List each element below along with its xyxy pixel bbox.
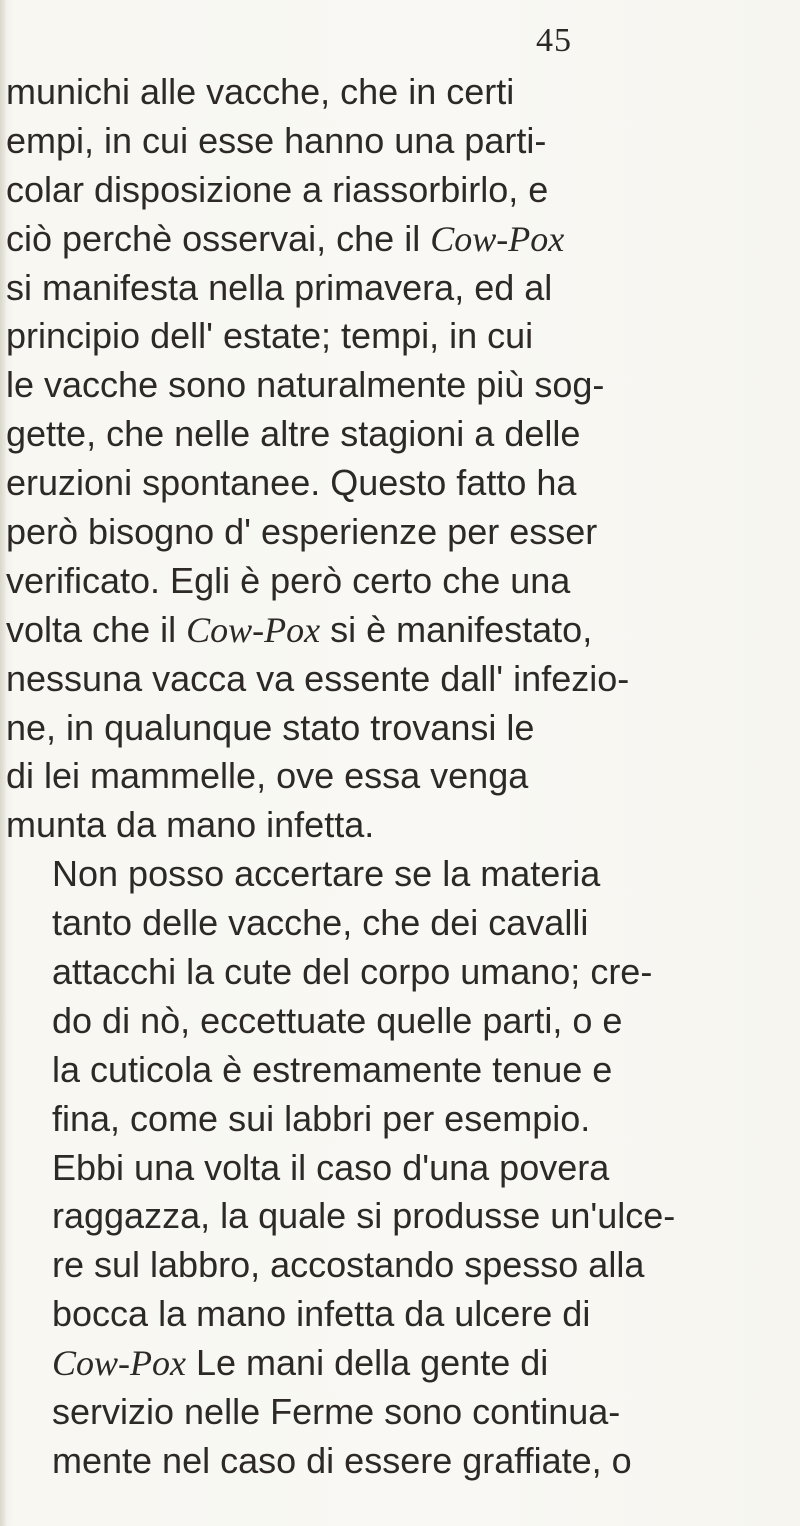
text-line-content: munichi alle vacche, che in certi (6, 71, 515, 112)
text-line-content: verificato. Egli è però certo che una (6, 559, 571, 601)
text-line (6, 801, 786, 850)
text-line-continuation: si è manifestato, (320, 608, 593, 650)
text-line (6, 68, 786, 117)
text-line-content: colar disposizione a riassorbirlo, e (6, 168, 549, 210)
text-line-content: bocca la mano infetta da ulcere di (52, 1293, 591, 1335)
text-line-content: la cuticola è estremamente tenue e (52, 1048, 613, 1090)
text-line-content: munta da mano infetta. (6, 804, 375, 846)
text-line (6, 752, 786, 801)
text-line-content: empi, in cui esse hanno una parti- (6, 119, 547, 161)
text-line (6, 264, 786, 313)
text-line-content: le vacche sono naturalmente più sog- (6, 364, 605, 406)
text-line-content: raggazza, la quale si produsse un'ulce- (52, 1195, 676, 1237)
text-line-content: nessuna vacca va essente dall' infezio- (6, 657, 630, 699)
text-line (6, 410, 786, 459)
text-line (6, 508, 786, 557)
text-line (6, 1339, 786, 1388)
text-line (6, 1437, 786, 1486)
text-line (6, 1095, 786, 1144)
text-line-content: Ebbi una volta il caso d'una povera (52, 1146, 610, 1188)
text-line (6, 1388, 786, 1437)
text-line (6, 655, 786, 704)
text-line-continuation: Le mani della gente di (185, 1342, 549, 1384)
text-line-content: di lei mammelle, ove essa venga (6, 755, 529, 797)
text-line (6, 312, 786, 361)
text-line-content: fina, come sui labbri per esempio. (52, 1097, 591, 1139)
text-line-content: però bisogno d' esperienze per esser (6, 511, 598, 553)
text-line-content: mente nel caso di essere graffiate, o (52, 1439, 632, 1481)
text-line (6, 557, 786, 606)
text-line (6, 459, 786, 508)
text-line-content: ciò perchè osservai, che il (6, 217, 431, 259)
italic-term: Cow-Pox (52, 1343, 186, 1384)
text-line-content: re sul labbro, accostando spesso alla (52, 1244, 645, 1286)
text-line-content: ne, in qualunque stato trovansi le (6, 706, 535, 748)
text-line-content: attacchi la cute del corpo umano; cre- (52, 951, 653, 993)
body-text (6, 68, 786, 1486)
text-line-content: servizio nelle Ferme sono continua- (52, 1391, 621, 1433)
text-line (6, 948, 786, 997)
text-line (6, 850, 786, 899)
text-line-content: si manifesta nella primavera, ed al (6, 266, 553, 308)
text-line (6, 1241, 786, 1290)
text-line-content: do di nò, eccettuate quelle parti, o e (52, 999, 623, 1041)
text-line (6, 997, 786, 1046)
text-line-content: volta che il (6, 608, 187, 650)
italic-term: Cow-Pox (430, 218, 565, 259)
italic-term: Cow-Pox (186, 609, 321, 650)
text-line (6, 1290, 786, 1339)
text-line-content: gette, che nelle altre stagioni a delle (6, 413, 581, 455)
text-line-content: eruzioni spontanee. Questo fatto ha (6, 462, 577, 504)
text-line (6, 1046, 786, 1095)
text-line (6, 704, 786, 753)
text-line (6, 606, 786, 655)
text-line-content: Non posso accertare se la materia (52, 853, 601, 895)
text-line-content: tanto delle vacche, che dei cavalli (52, 902, 589, 944)
page-number: 45 (536, 22, 572, 59)
text-line (6, 215, 786, 264)
text-line (6, 1144, 786, 1193)
text-line (6, 166, 786, 215)
text-line (6, 117, 786, 166)
text-line (6, 899, 786, 948)
text-line-content: principio dell' estate; tempi, in cui (6, 315, 534, 357)
text-line (6, 361, 786, 410)
text-line (6, 1192, 786, 1241)
